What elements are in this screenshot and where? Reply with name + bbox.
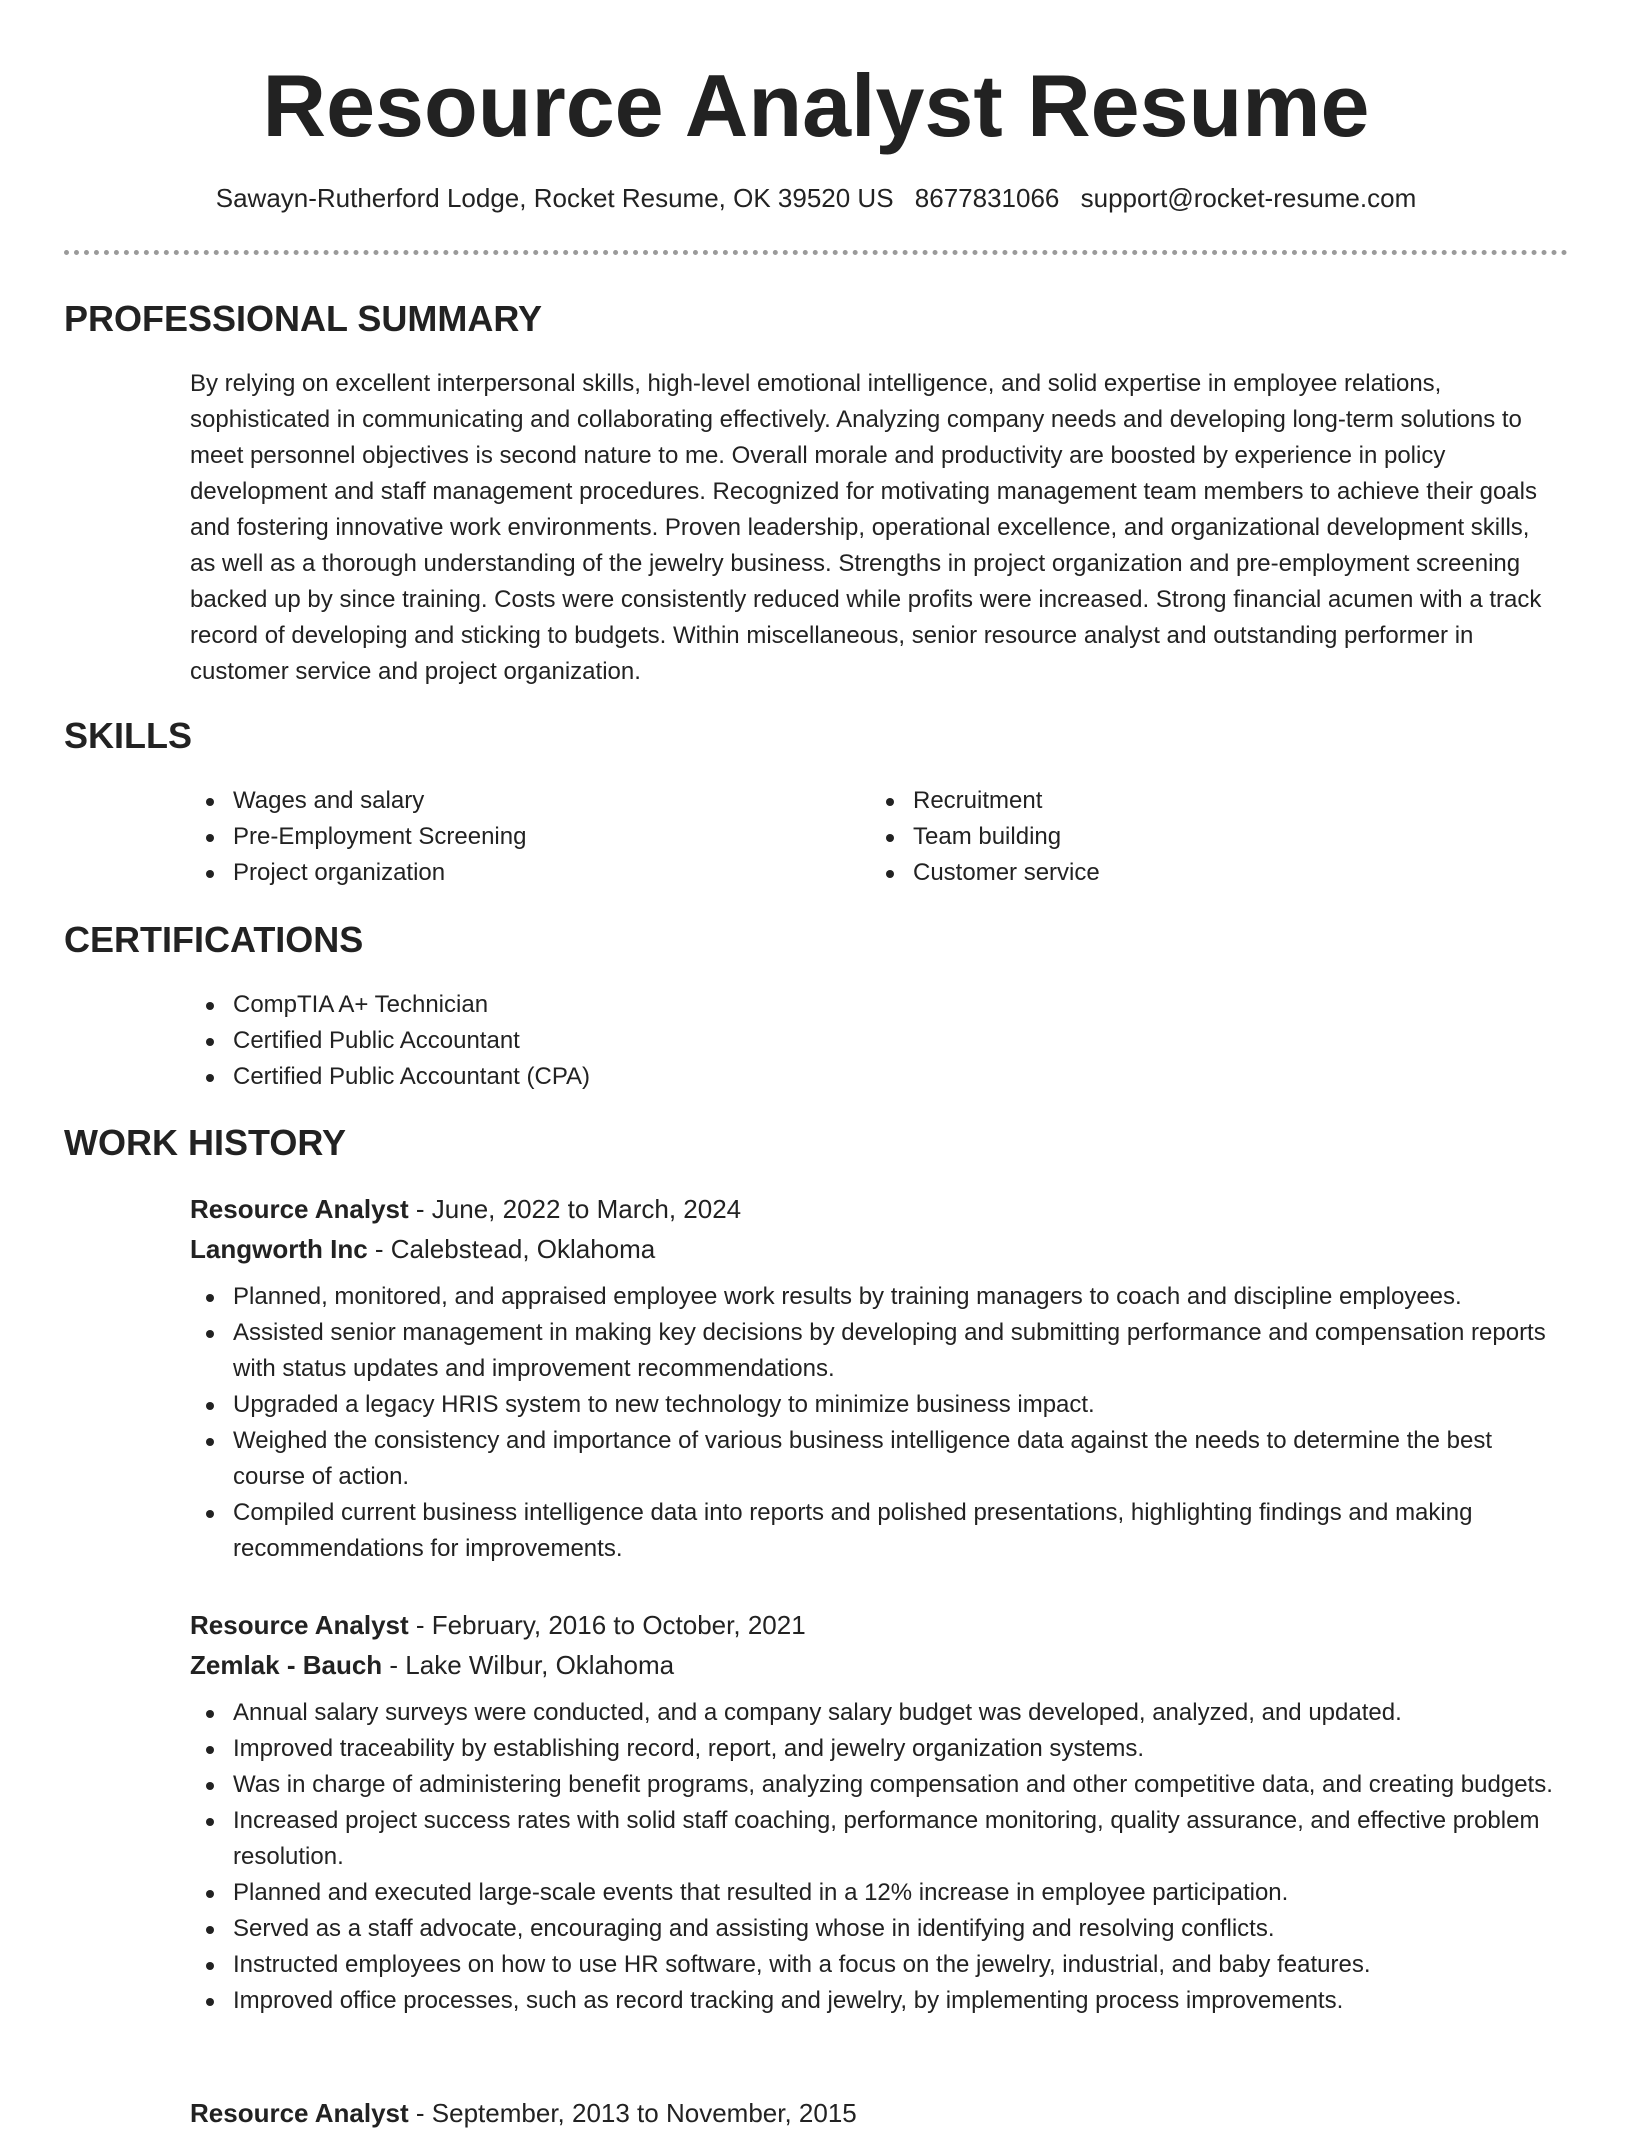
- job-title: Resource Analyst: [190, 2098, 409, 2128]
- job-company-line: [190, 1645, 1570, 1685]
- skills-list-left: [190, 783, 830, 891]
- job-dates: - September, 2013 to November, 2015: [408, 2098, 857, 2128]
- job-title-line: [190, 1189, 1570, 1229]
- resume-title: Resource Analyst Resume: [262, 56, 1370, 155]
- section-title-certifications: CERTIFICATIONS: [64, 919, 364, 960]
- contact-email[interactable]: support@rocket-resume.com: [1080, 183, 1417, 213]
- certification-item: CompTIA A+ Technician: [190, 987, 1560, 1023]
- job-company: Zemlak - Bauch: [190, 1650, 383, 1680]
- contact-address: Sawayn-Rutherford Lodge, Rocket Resume, OK 39520 US: [215, 183, 894, 213]
- job-title-line: [190, 1605, 1570, 1645]
- job-location: - Lake Wilbur, Oklahoma: [382, 1650, 675, 1680]
- header-divider: [64, 250, 1568, 255]
- skill-item: Wages and salary: [190, 783, 830, 819]
- contact-phone: 8677831066: [914, 183, 1060, 213]
- job-title-line: [190, 2093, 1570, 2133]
- certification-item: Certified Public Accountant (CPA): [190, 1059, 1560, 1095]
- skill-item: Team building: [870, 819, 1510, 855]
- certifications-list: [190, 987, 1560, 1095]
- job-bullet: Instructed employees on how to use HR software, with a focus on the jewelry, industrial, and baby features.: [190, 1947, 1570, 1983]
- job-dates: - February, 2016 to October, 2021: [408, 1610, 806, 1640]
- contact-line: [0, 180, 1632, 216]
- job-dates: - June, 2022 to March, 2024: [408, 1194, 742, 1224]
- skill-item: Project organization: [190, 855, 830, 891]
- job-company: Langworth Inc: [190, 1234, 368, 1264]
- certification-item: Certified Public Accountant: [190, 1023, 1560, 1059]
- job-bullets: [190, 1695, 1570, 2019]
- job-title: Resource Analyst: [190, 1194, 409, 1224]
- job-bullet: Improved traceability by establishing record, report, and jewelry organization systems.: [190, 1731, 1570, 1767]
- job-bullet: Increased project success rates with solid staff coaching, performance monitoring, quality assurance, and effective problem resolution.: [190, 1803, 1570, 1875]
- job-bullet: Annual salary surveys were conducted, and a company salary budget was developed, analyzed, and updated.: [190, 1695, 1570, 1731]
- skills-list-right: [870, 783, 1510, 891]
- skill-item: Recruitment: [870, 783, 1510, 819]
- job-title: Resource Analyst: [190, 1610, 409, 1640]
- job-entry: [190, 1605, 1570, 2019]
- job-bullet: Upgraded a legacy HRIS system to new technology to minimize business impact.: [190, 1387, 1570, 1423]
- job-bullet: Compiled current business intelligence data into reports and polished presentations, highlighting findings and making recommendations for improvements.: [190, 1495, 1570, 1567]
- job-bullet: Planned and executed large-scale events that resulted in a 12% increase in employee participation.: [190, 1875, 1570, 1911]
- section-title-summary: PROFESSIONAL SUMMARY: [64, 298, 543, 339]
- section-title-skills: SKILLS: [64, 715, 193, 756]
- job-bullet: Served as a staff advocate, encouraging and assisting whose in identifying and resolving conflicts.: [190, 1911, 1570, 1947]
- job-company-line: [190, 1229, 1570, 1269]
- job-bullet: Weighed the consistency and importance of various business intelligence data against the needs to determine the best course of action.: [190, 1423, 1570, 1495]
- job-bullet: Was in charge of administering benefit programs, analyzing compensation and other competitive data, and creating budgets.: [190, 1767, 1570, 1803]
- job-entry: [190, 1189, 1570, 1567]
- job-bullet: Improved office processes, such as record tracking and jewelry, by implementing process improvements.: [190, 1983, 1570, 2019]
- job-location: - Calebstead, Oklahoma: [367, 1234, 656, 1264]
- job-bullets: [190, 1279, 1570, 1567]
- summary-text: By relying on excellent interpersonal skills, high-level emotional intelligence, and solid expertise in employee relations, sophisticated in communicating and collaborating effectively. Analyzing company needs and developing long-term solutions to meet personnel objectives is second nature to me. Overall morale and productivity are boosted by experience in policy development and staff management procedures. Recognized for motivating management team members to achieve their goals and fostering innovative work environments. Proven leadership, operational excellence, and organizational development skills, as well as a thorough understanding of the jewelry business. Strengths in project organization and pre-employment screening backed up by since training. Costs were consistently reduced while profits were increased. Strong financial acumen with a track record of developing and sticking to budgets. Within miscellaneous, senior resource analyst and outstanding performer in customer service and project organization.: [190, 370, 1542, 685]
- skill-item: Customer service: [870, 855, 1510, 891]
- job-bullet: Assisted senior management in making key decisions by developing and submitting performance and compensation reports with status updates and improvement recommendations.: [190, 1315, 1570, 1387]
- section-title-work-history: WORK HISTORY: [64, 1122, 347, 1163]
- job-entry: [190, 2093, 1570, 2133]
- skill-item: Pre-Employment Screening: [190, 819, 830, 855]
- job-bullet: Planned, monitored, and appraised employee work results by training managers to coach and discipline employees.: [190, 1279, 1570, 1315]
